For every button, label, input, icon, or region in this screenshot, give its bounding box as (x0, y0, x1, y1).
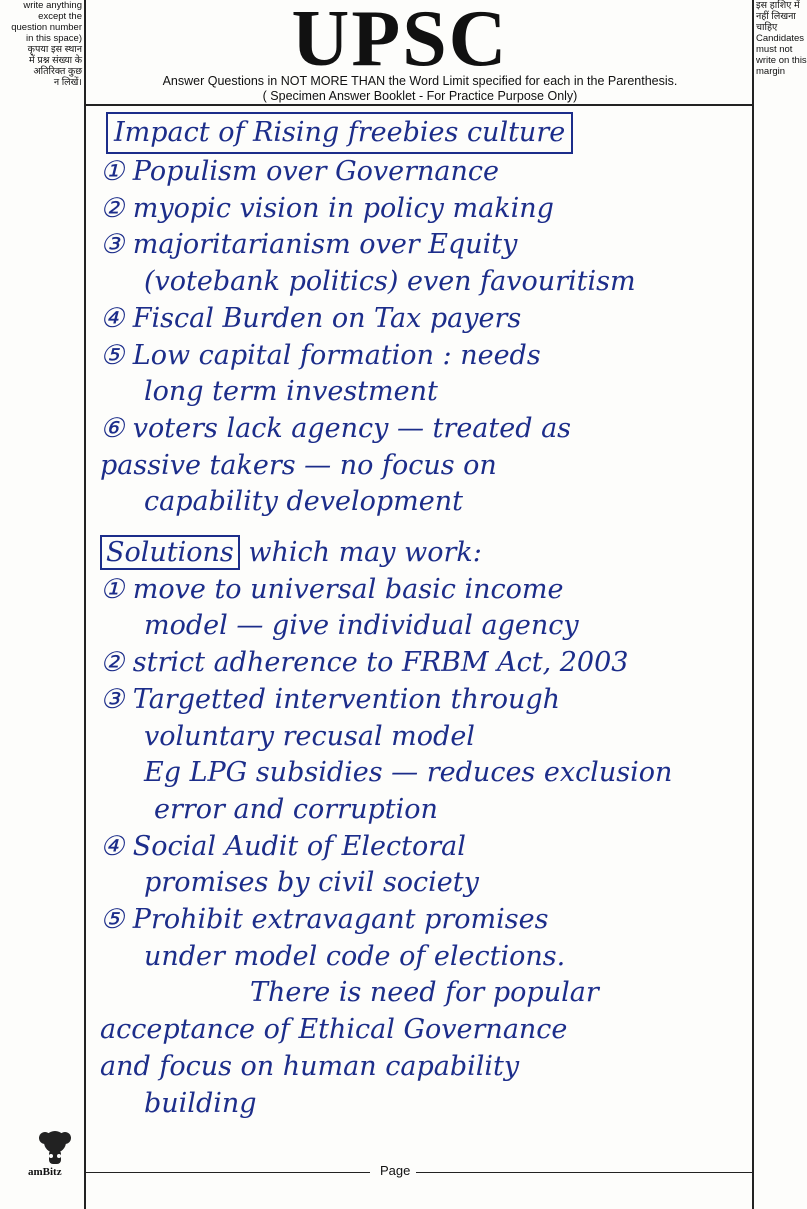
solution-line: model — give individual agency (144, 610, 579, 642)
conclusion-line: There is need for popular (250, 977, 599, 1009)
conclusion-line: acceptance of Ethical Governance (100, 1014, 568, 1046)
footer-line-left (84, 1172, 370, 1173)
solution-line: ⑤ Prohibit extravagant promises (100, 904, 549, 936)
handwritten-answer (100, 112, 748, 1122)
solutions-heading (100, 535, 748, 572)
impact-line: ③ majoritarianism over Equity (100, 229, 518, 261)
footer-line-right (416, 1172, 752, 1173)
impact-line: ⑥ voters lack agency — treated as (100, 412, 572, 444)
impact-line: ⑤ Low capital formation : needs (100, 339, 541, 371)
page-label: Page (380, 1163, 411, 1178)
impact-line: (votebank politics) even favouritism (144, 266, 636, 298)
impact-line: ② myopic vision in policy making (100, 192, 554, 224)
solutions-label: Solutions (100, 535, 240, 570)
solution-line: ④ Social Audit of Electoral (100, 830, 466, 862)
solution-line: voluntary recusal model (144, 720, 475, 752)
solution-line: ③ Targetted intervention through (100, 683, 561, 715)
impact-line: passive takers — no focus on (100, 449, 497, 481)
header-divider (84, 104, 754, 106)
right-margin-line (752, 0, 754, 1209)
impact-line: ④ Fiscal Burden on Tax payers (100, 302, 522, 334)
left-margin-line (84, 0, 86, 1209)
solution-line: error and corruption (154, 793, 438, 825)
solution-line: ① move to universal basic income (100, 573, 564, 605)
logo-text: amBitz (28, 1166, 62, 1178)
specimen-note: ( Specimen Answer Booklet - For Practice Purpose Only) (262, 89, 578, 103)
right-margin-note: इस हाशिए में नहीं लिखना चाहिए Candidates must not write on this margin (756, 0, 807, 77)
solution-line: promises by civil society (144, 867, 479, 899)
impact-line: long term investment (144, 376, 438, 408)
page-title: UPSC (291, 0, 509, 83)
ambitz-logo-icon (30, 1128, 80, 1188)
solution-line: ② strict adherence to FRBM Act, 2003 (100, 647, 629, 679)
solution-line: Eg LPG subsidies — reduces exclusion (144, 757, 673, 789)
conclusion-line: building (144, 1087, 257, 1119)
impact-line: ① Populism over Governance (100, 156, 500, 187)
conclusion-line: and focus on human capability (100, 1050, 520, 1082)
solution-line: under model code of elections. (144, 940, 566, 972)
impact-line: capability development (144, 486, 463, 518)
solutions-rest: which may work: (239, 537, 482, 569)
answer-heading: Impact of Rising freebies culture (106, 112, 573, 154)
left-margin-note: write anything except the question number in this space) कृपया इस स्थान में प्रश्न संख्या के अतिरिक्त कुछ न लिखें। (11, 0, 82, 88)
instruction-text: Answer Questions in NOT MORE THAN the Word Limit specified for each in the Parenthesis. (162, 74, 678, 88)
